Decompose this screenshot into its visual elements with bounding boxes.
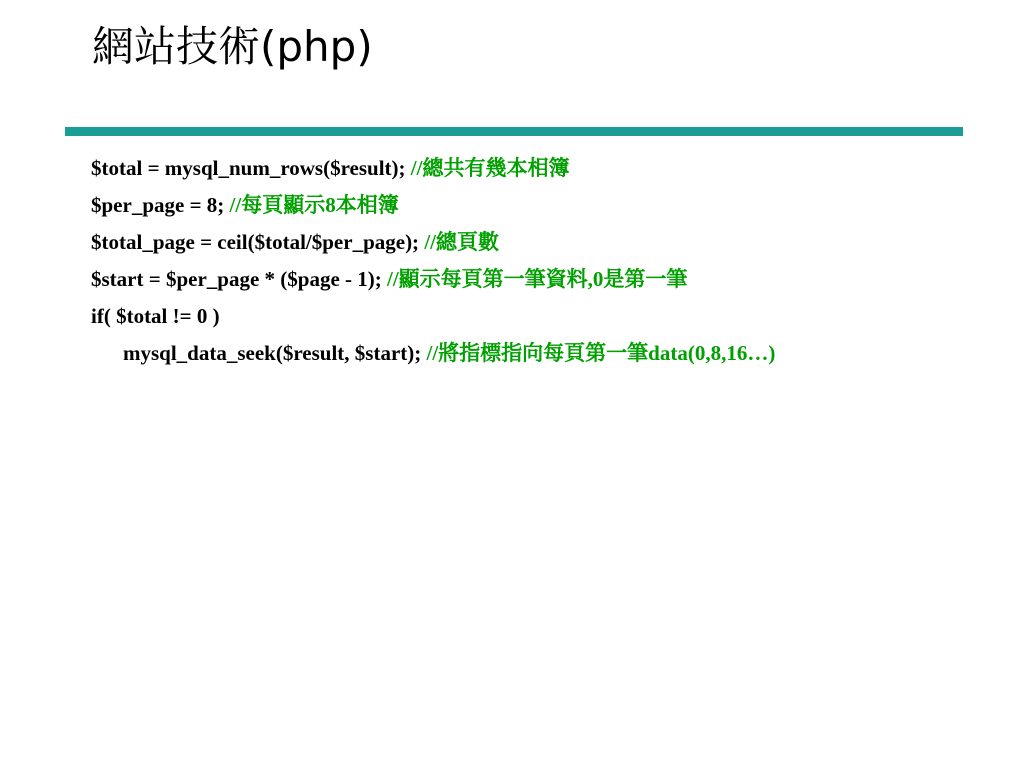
code-comment: //每頁顯示8本相簿 [229,193,399,217]
code-text: mysql_data_seek($result, $start); [123,341,427,365]
code-comment: //總共有幾本相簿 [410,156,570,180]
code-line [91,339,991,376]
code-comment: //總頁數 [424,230,499,254]
code-line [91,265,991,302]
code-comment: //顯示每頁第一筆資料,0是第一筆 [387,267,688,291]
code-text: $total_page = ceil($total/$per_page); [91,230,425,254]
code-line [91,191,991,228]
code-line [91,228,991,265]
slide-title: 網站技術(php) [92,22,373,71]
code-line [91,154,991,191]
code-text: if( $total != 0 ) [91,304,220,328]
code-block [91,154,991,376]
title-divider [65,127,963,136]
code-text: $total = mysql_num_rows($result); [91,156,411,180]
code-text: $start = $per_page * ($page - 1); [91,267,387,291]
code-line [91,302,991,339]
code-comment: //將指標指向每頁第一筆data(0,8,16…) [426,341,776,365]
code-text: $per_page = 8; [91,193,230,217]
